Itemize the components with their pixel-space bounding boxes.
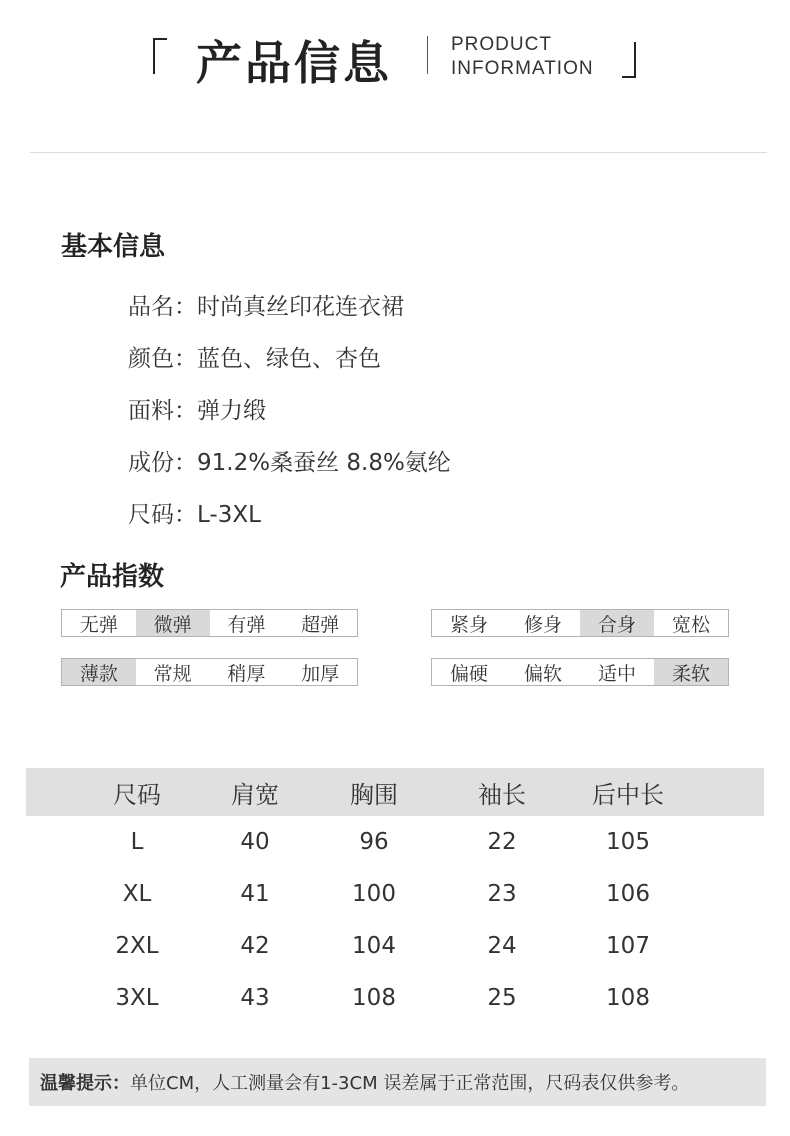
header-cell-back-length: 后中长: [592, 780, 664, 809]
table-cell: 107: [606, 933, 650, 959]
table-cell: 25: [487, 985, 517, 1011]
elasticity-index: [61, 609, 358, 637]
page-title: 产品信息: [196, 36, 392, 90]
index-option: 有弹: [227, 613, 266, 636]
table-cell: 105: [606, 829, 650, 855]
index-option: 超弹: [301, 613, 340, 636]
index-option: 常规: [153, 662, 192, 685]
tip-bar: [29, 1058, 766, 1106]
table-cell: XL: [122, 881, 152, 907]
table-cell: 22: [487, 829, 517, 855]
page-subtitle: [451, 33, 594, 81]
table-row: [26, 972, 764, 1024]
table-cell: 24: [487, 933, 517, 959]
softness-index: [431, 658, 729, 686]
table-cell: 23: [487, 881, 517, 907]
info-line-composition: 成份：91.2%桑蚕丝 8.8%氨纶: [128, 450, 451, 476]
right-bracket-decoration: [622, 42, 636, 78]
index-option-selected: 微弹: [136, 610, 210, 636]
index-option: 修身: [523, 613, 562, 636]
tip-text: 单位CM，人工测量会有1-3CM 误差属于正常范围，尺码表仅供参考。: [130, 1073, 690, 1094]
header-divider: [30, 152, 767, 153]
index-option: 偏硬: [449, 662, 488, 685]
table-row: [26, 816, 764, 868]
index-option: 紧身: [449, 613, 488, 636]
table-cell: L: [130, 829, 144, 855]
table-cell: 104: [352, 933, 396, 959]
basic-info-heading: 基本信息: [61, 232, 166, 262]
index-option: 适中: [597, 662, 636, 685]
info-line-name: 品名：时尚真丝印花连衣裙: [128, 294, 404, 320]
left-bracket-decoration: [153, 38, 167, 74]
info-line-size: 尺码：L-3XL: [128, 502, 261, 528]
thickness-index: [61, 658, 358, 686]
table-cell: 43: [240, 985, 270, 1011]
table-cell: 41: [240, 881, 270, 907]
table-cell: 108: [352, 985, 396, 1011]
table-cell: 42: [240, 933, 270, 959]
info-line-fabric: 面料：弹力缎: [128, 398, 266, 424]
index-option: 宽松: [671, 613, 710, 636]
table-cell: 3XL: [115, 985, 159, 1011]
table-cell: 108: [606, 985, 650, 1011]
index-option-selected: 柔软: [654, 659, 728, 685]
index-option: 无弹: [79, 613, 118, 636]
size-table-header: [26, 768, 764, 816]
table-row: [26, 868, 764, 920]
fit-index: [431, 609, 729, 637]
table-cell: 100: [352, 881, 396, 907]
subtitle-line-2: INFORMATION: [451, 58, 594, 79]
product-index-heading: 产品指数: [60, 562, 165, 592]
subtitle-line-1: PRODUCT: [451, 34, 552, 55]
index-option-selected: 合身: [580, 610, 654, 636]
table-cell: 40: [240, 829, 270, 855]
index-option-selected: 薄款: [62, 659, 136, 685]
index-option: 稍厚: [227, 662, 266, 685]
table-cell: 96: [359, 829, 389, 855]
size-table: [26, 768, 764, 1024]
index-option: 偏软: [523, 662, 562, 685]
header-cell-size: 尺码: [113, 780, 161, 809]
index-option: 加厚: [301, 662, 340, 685]
header-cell-bust: 胸围: [350, 780, 398, 809]
header-cell-sleeve: 袖长: [478, 780, 526, 809]
tip-label: 温馨提示：: [40, 1073, 130, 1094]
table-cell: 2XL: [115, 933, 159, 959]
table-cell: 106: [606, 881, 650, 907]
info-line-color: 颜色：蓝色、绿色、杏色: [128, 346, 381, 372]
table-row: [26, 920, 764, 972]
title-separator: [427, 36, 428, 74]
header-cell-shoulder: 肩宽: [231, 780, 279, 809]
